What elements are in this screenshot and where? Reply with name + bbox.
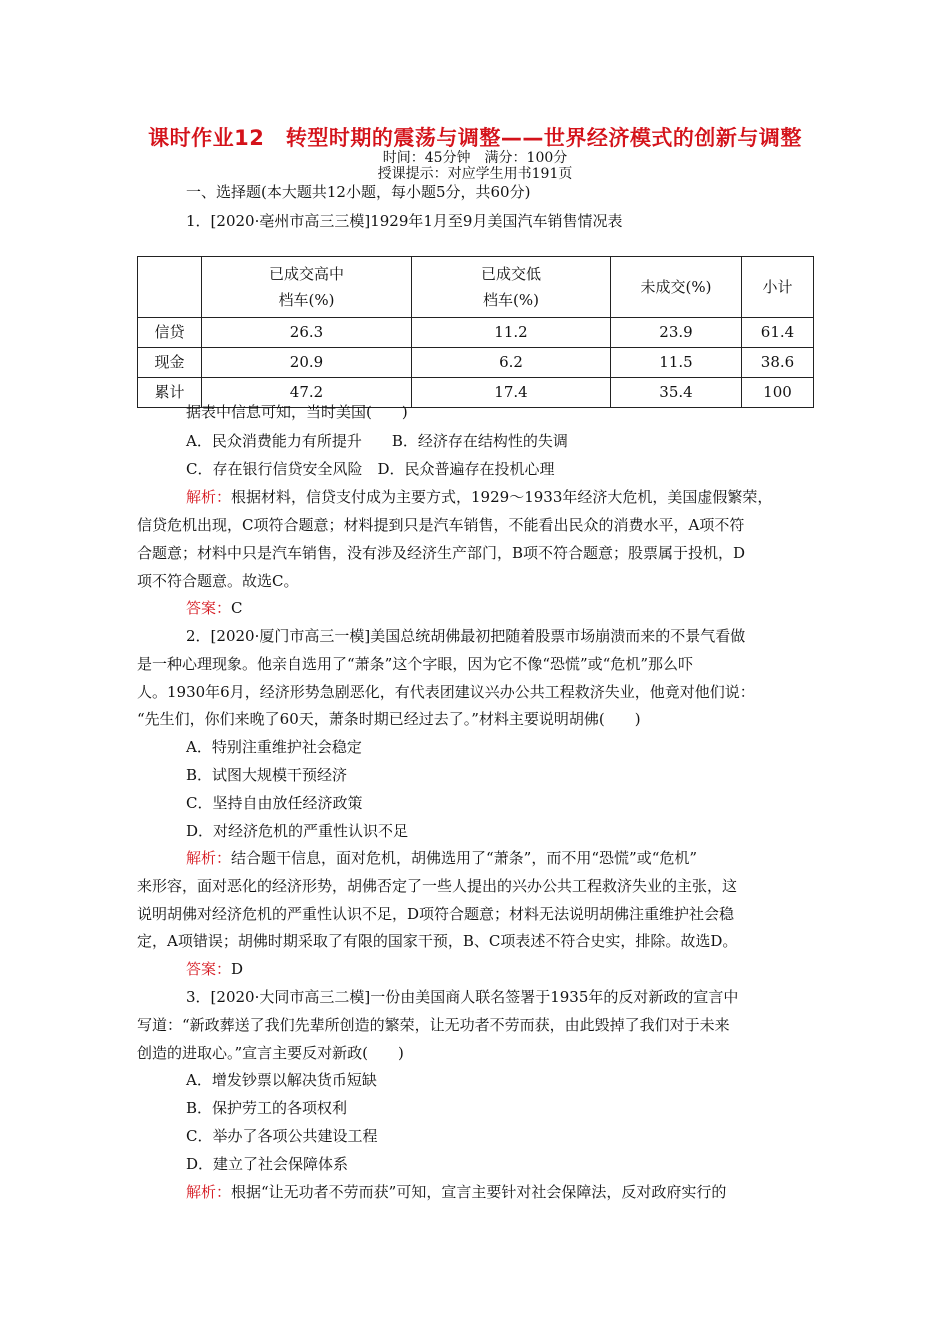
table-cell: 20.9 [202, 348, 412, 378]
q2-stem-line: 是一种心理现象。他亲自选用了“萧条”这个字眼，因为它不像“恐慌”或“危机”那么吓 [137, 655, 694, 673]
table-cell: 26.3 [202, 318, 412, 348]
analysis-text: 结合题干信息，面对危机，胡佛选用了“萧条”，而不用“恐慌”或“危机” [231, 849, 698, 867]
table-row [138, 318, 814, 348]
table-cell: 38.6 [742, 348, 814, 378]
q2-option-b: B．试图大规模干预经济 [186, 766, 348, 784]
q2-stem-line: 2．[2020·厦门市高三一模]美国总统胡佛最初把随着股票市场崩溃而来的不景气看做 [186, 627, 746, 645]
q2-stem-line: 人。1930年6月，经济形势急剧恶化，有代表团建议兴办公共工程救济失业，他竟对他们说： [137, 683, 755, 701]
q1-analysis-line: 信贷危机出现，C项符合题意；材料提到只是汽车销售，不能看出民众的消费水平，A项不符 [137, 516, 745, 534]
table-cell: 累计 [138, 378, 202, 408]
q2-analysis-line: 定，A项错误；胡佛时期采取了有限的国家干预，B、C项表述不符合史实，排除。故选D。 [137, 932, 738, 950]
table-cell: 现金 [138, 348, 202, 378]
answer-label: 答案： [186, 960, 232, 978]
table-cell: 100 [742, 378, 814, 408]
table-header-cell [412, 257, 611, 318]
teaching-hint-line: 授课提示：对应学生用书191页 [377, 166, 573, 182]
table-cell: 35.4 [611, 378, 742, 408]
q3-option-c: C．举办了各项公共建设工程 [186, 1127, 378, 1145]
table-cell: 11.5 [611, 348, 742, 378]
time-score-line: 时间：45分钟 满分：100分 [382, 150, 568, 166]
q1-stem: 1．[2020·亳州市高三三模]1929年1月至9月美国汽车销售情况表 [186, 212, 623, 230]
table-cell: 61.4 [742, 318, 814, 348]
q3-option-b: B．保护劳工的各项权利 [186, 1099, 348, 1117]
analysis-label: 解析： [186, 849, 232, 867]
q3-stem-line: 创造的进取心。”宣言主要反对新政( ) [137, 1044, 404, 1062]
table-cell: 11.2 [412, 318, 611, 348]
car-sales-table [137, 256, 814, 408]
answer-label: 答案： [186, 599, 232, 617]
answer-value: D [231, 960, 244, 978]
q2-analysis-line [186, 848, 697, 868]
analysis-label: 解析： [186, 488, 232, 506]
q3-stem-line: 写道：“新政葬送了我们先辈所创造的繁荣，让无功者不劳而获，由此毁掉了我们对于未来 [137, 1016, 730, 1034]
table-header-row [138, 257, 814, 318]
table-cell: 47.2 [202, 378, 412, 408]
table-header-cell [202, 257, 412, 318]
header-line: 已成交高中 [268, 265, 344, 283]
q2-option-c: C．坚持自由放任经济政策 [186, 794, 363, 812]
table-cell: 23.9 [611, 318, 742, 348]
q3-option-d: D．建立了社会保障体系 [186, 1155, 349, 1173]
analysis-text: 根据“让无功者不劳而获”可知，宣言主要针对社会保障法，反对政府实行的 [231, 1183, 727, 1201]
q1-analysis-line [186, 487, 772, 507]
table-cell: 17.4 [412, 378, 611, 408]
q2-analysis-line: 来形容，面对恶化的经济形势，胡佛否定了一些人提出的兴办公共工程救济失业的主张，这 [137, 877, 738, 895]
analysis-label: 解析： [186, 1183, 232, 1201]
q3-stem-line: 3．[2020·大同市高三二模]一份由美国商人联名签署于1935年的反对新政的宣言中 [186, 988, 739, 1006]
q2-stem-line: “先生们，你们来晚了60天，萧条时期已经过去了。”材料主要说明胡佛( ) [137, 710, 641, 728]
section-heading: 一、选择题(本大题共12小题，每小题5分，共60分) [186, 183, 531, 201]
q1-options-cd: C．存在银行信贷安全风险 D．民众普遍存在投机心理 [186, 460, 555, 478]
table-header-cell: 未成交(%) [611, 257, 742, 318]
q1-analysis-line: 项不符合题意。故选C。 [137, 572, 299, 590]
q1-answer [186, 598, 243, 618]
table-cell: 信贷 [138, 318, 202, 348]
table-row [138, 348, 814, 378]
analysis-text: 根据材料，信贷支付成为主要方式，1929～1933年经济大危机，美国虚假繁荣， [231, 488, 773, 506]
answer-value: C [231, 599, 243, 617]
q2-answer [186, 959, 243, 979]
header-line: 档车(%) [278, 291, 335, 309]
q1-prompt: 据表中信息可知，当时美国( ) [186, 403, 408, 421]
q1-analysis-line: 合题意；材料中只是汽车销售，没有涉及经济生产部门，B项不符合题意；股票属于投机，D [137, 544, 746, 562]
table-header-cell [138, 257, 202, 318]
q2-option-a: A．特别注重维护社会稳定 [186, 738, 362, 756]
q3-option-a: A．增发钞票以解决货币短缺 [186, 1071, 377, 1089]
q3-analysis-line [186, 1182, 726, 1202]
table-cell: 6.2 [412, 348, 611, 378]
page-title: 课时作业12 转型时期的震荡与调整——世界经济模式的创新与调整 [148, 126, 802, 150]
q2-analysis-line: 说明胡佛对经济危机的严重性认识不足，D项符合题意；材料无法说明胡佛注重维护社会稳 [137, 905, 735, 923]
header-line: 档车(%) [483, 291, 539, 309]
q1-options-ab: A．民众消费能力有所提升 B．经济存在结构性的失调 [186, 432, 568, 450]
q2-option-d: D．对经济危机的严重性认识不足 [186, 822, 409, 840]
header-line: 已成交低 [480, 265, 541, 283]
table-header-cell: 小计 [742, 257, 814, 318]
